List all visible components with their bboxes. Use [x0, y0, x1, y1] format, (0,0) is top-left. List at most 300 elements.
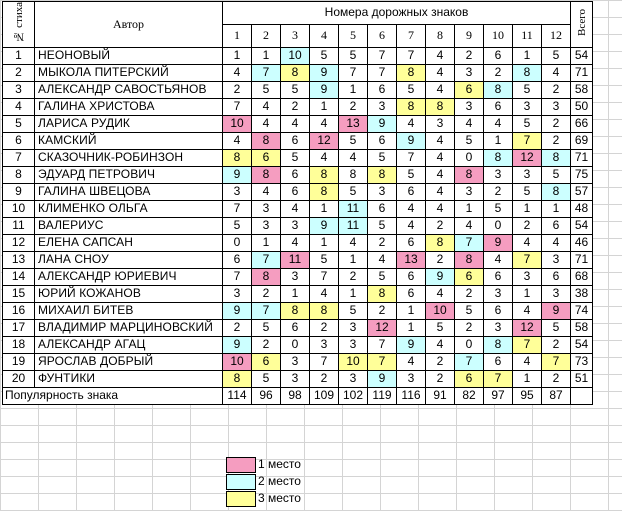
score-cell[interactable]: 0	[455, 149, 484, 166]
score-cell[interactable]: 5	[252, 319, 281, 336]
score-cell[interactable]: 6	[397, 268, 426, 285]
score-cell[interactable]: 5	[281, 149, 310, 166]
row-number-cell[interactable]: 20	[3, 370, 35, 387]
score-cell[interactable]: 9	[397, 336, 426, 353]
score-cell[interactable]: 5	[310, 251, 339, 268]
score-cell[interactable]: 2	[455, 47, 484, 64]
score-cell[interactable]: 3	[455, 64, 484, 81]
score-cell[interactable]: 2	[455, 319, 484, 336]
score-cell[interactable]: 4	[368, 251, 397, 268]
score-cell[interactable]: 5	[252, 370, 281, 387]
score-cell[interactable]: 4	[513, 302, 542, 319]
score-cell[interactable]: 4	[426, 285, 455, 302]
score-cell[interactable]: 5	[339, 183, 368, 200]
score-cell[interactable]: 3	[223, 285, 252, 302]
score-cell[interactable]: 4	[397, 115, 426, 132]
row-number-cell[interactable]: 10	[3, 200, 35, 217]
score-cell[interactable]: 6	[368, 200, 397, 217]
score-cell[interactable]: 9	[223, 336, 252, 353]
sign-number-header[interactable]: 3	[281, 24, 310, 47]
score-cell[interactable]: 11	[281, 251, 310, 268]
row-number-cell[interactable]: 6	[3, 132, 35, 149]
score-cell[interactable]: 6	[397, 285, 426, 302]
score-cell[interactable]: 4	[310, 115, 339, 132]
row-number-cell[interactable]: 19	[3, 353, 35, 370]
score-cell[interactable]: 6	[542, 268, 571, 285]
score-cell[interactable]: 5	[397, 81, 426, 98]
score-cell[interactable]: 6	[281, 319, 310, 336]
score-cell[interactable]: 6	[397, 183, 426, 200]
score-cell[interactable]: 7	[455, 234, 484, 251]
row-number-cell[interactable]: 8	[3, 166, 35, 183]
popularity-cell[interactable]: 87	[542, 387, 571, 404]
score-cell[interactable]: 9	[310, 217, 339, 234]
score-cell[interactable]: 8	[252, 268, 281, 285]
score-cell[interactable]: 10	[281, 47, 310, 64]
score-cell[interactable]: 8	[426, 98, 455, 115]
author-name-cell[interactable]: ЛАНА СНОУ	[35, 251, 223, 268]
score-cell[interactable]: 1	[542, 200, 571, 217]
popularity-cell[interactable]: 114	[223, 387, 252, 404]
score-cell[interactable]: 7	[484, 370, 513, 387]
total-cell[interactable]: 74	[571, 302, 593, 319]
score-cell[interactable]: 8	[310, 183, 339, 200]
score-cell[interactable]: 8	[281, 302, 310, 319]
score-cell[interactable]: 7	[223, 98, 252, 115]
score-cell[interactable]: 0	[281, 336, 310, 353]
score-cell[interactable]: 6	[542, 217, 571, 234]
score-cell[interactable]: 9	[310, 81, 339, 98]
score-cell[interactable]: 1	[310, 234, 339, 251]
score-cell[interactable]: 6	[252, 149, 281, 166]
score-cell[interactable]: 5	[397, 166, 426, 183]
total-cell[interactable]: 66	[571, 115, 593, 132]
score-cell[interactable]: 3	[281, 370, 310, 387]
score-cell[interactable]: 4	[281, 200, 310, 217]
score-cell[interactable]: 7	[252, 302, 281, 319]
score-cell[interactable]: 3	[281, 268, 310, 285]
author-name-cell[interactable]: ЛАРИСА РУДИК	[35, 115, 223, 132]
score-cell[interactable]: 5	[339, 47, 368, 64]
score-cell[interactable]: 2	[484, 183, 513, 200]
score-cell[interactable]: 2	[310, 370, 339, 387]
score-cell[interactable]: 6	[368, 132, 397, 149]
sign-number-header[interactable]: 2	[252, 24, 281, 47]
score-cell[interactable]: 1	[513, 370, 542, 387]
score-cell[interactable]: 6	[455, 370, 484, 387]
score-cell[interactable]: 4	[397, 217, 426, 234]
score-cell[interactable]: 4	[542, 64, 571, 81]
score-cell[interactable]: 4	[339, 234, 368, 251]
score-cell[interactable]: 8	[252, 132, 281, 149]
score-cell[interactable]: 3	[455, 98, 484, 115]
score-cell[interactable]: 2	[426, 251, 455, 268]
score-cell[interactable]: 2	[542, 81, 571, 98]
score-cell[interactable]: 5	[368, 268, 397, 285]
score-cell[interactable]: 4	[484, 251, 513, 268]
popularity-cell[interactable]: 119	[368, 387, 397, 404]
total-cell[interactable]: 51	[571, 370, 593, 387]
score-cell[interactable]: 8	[310, 302, 339, 319]
score-cell[interactable]: 9	[368, 115, 397, 132]
row-number-cell[interactable]: 1	[3, 47, 35, 64]
score-cell[interactable]: 2	[426, 217, 455, 234]
score-cell[interactable]: 5	[281, 81, 310, 98]
score-cell[interactable]: 7	[252, 64, 281, 81]
row-number-cell[interactable]: 4	[3, 98, 35, 115]
sign-number-header[interactable]: 4	[310, 24, 339, 47]
score-cell[interactable]: 4	[426, 183, 455, 200]
score-cell[interactable]: 1	[310, 200, 339, 217]
score-cell[interactable]: 8	[368, 285, 397, 302]
score-cell[interactable]: 6	[484, 98, 513, 115]
score-cell[interactable]: 2	[484, 64, 513, 81]
row-number-cell[interactable]: 14	[3, 268, 35, 285]
score-cell[interactable]: 5	[542, 319, 571, 336]
score-cell[interactable]: 6	[281, 166, 310, 183]
score-cell[interactable]: 7	[368, 47, 397, 64]
score-cell[interactable]: 10	[426, 302, 455, 319]
score-cell[interactable]: 1	[513, 285, 542, 302]
total-cell[interactable]: 71	[571, 64, 593, 81]
score-cell[interactable]: 8	[484, 81, 513, 98]
score-cell[interactable]: 3	[339, 370, 368, 387]
score-cell[interactable]: 4	[397, 353, 426, 370]
score-cell[interactable]: 4	[426, 81, 455, 98]
sign-number-header[interactable]: 7	[397, 24, 426, 47]
row-number-cell[interactable]: 9	[3, 183, 35, 200]
row-number-cell[interactable]: 15	[3, 285, 35, 302]
score-cell[interactable]: 7	[397, 47, 426, 64]
score-cell[interactable]: 4	[426, 64, 455, 81]
score-cell[interactable]: 4	[426, 166, 455, 183]
score-cell[interactable]: 5	[455, 132, 484, 149]
total-cell[interactable]: 48	[571, 200, 593, 217]
row-number-cell[interactable]: 7	[3, 149, 35, 166]
row-number-cell[interactable]: 13	[3, 251, 35, 268]
score-cell[interactable]: 7	[368, 336, 397, 353]
score-cell[interactable]: 5	[368, 217, 397, 234]
total-cell[interactable]: 73	[571, 353, 593, 370]
total-cell[interactable]: 75	[571, 166, 593, 183]
score-cell[interactable]: 2	[542, 115, 571, 132]
score-cell[interactable]: 3	[455, 183, 484, 200]
popularity-empty-cell[interactable]	[571, 387, 593, 404]
author-name-cell[interactable]: МИХАИЛ БИТЕВ	[35, 302, 223, 319]
score-cell[interactable]: 3	[513, 98, 542, 115]
total-cell[interactable]: 58	[571, 319, 593, 336]
row-number-cell[interactable]: 11	[3, 217, 35, 234]
score-cell[interactable]: 3	[281, 353, 310, 370]
score-cell[interactable]: 2	[339, 268, 368, 285]
score-cell[interactable]: 6	[484, 302, 513, 319]
score-cell[interactable]: 8	[397, 64, 426, 81]
author-name-cell[interactable]: АЛЕКСАНДР ЮРИЕВИЧ	[35, 268, 223, 285]
author-name-cell[interactable]: ЕЛЕНА САПСАН	[35, 234, 223, 251]
author-name-cell[interactable]: АЛЕКСАНДР АГАЦ	[35, 336, 223, 353]
score-cell[interactable]: 0	[455, 336, 484, 353]
score-cell[interactable]: 2	[426, 353, 455, 370]
score-cell[interactable]: 4	[339, 149, 368, 166]
score-cell[interactable]: 1	[339, 81, 368, 98]
sign-number-header[interactable]: 5	[339, 24, 368, 47]
score-cell[interactable]: 8	[426, 234, 455, 251]
score-cell[interactable]: 3	[368, 183, 397, 200]
score-cell[interactable]: 12	[513, 319, 542, 336]
score-cell[interactable]: 1	[484, 132, 513, 149]
score-cell[interactable]: 8	[542, 183, 571, 200]
score-cell[interactable]: 3	[252, 217, 281, 234]
score-cell[interactable]: 4	[281, 115, 310, 132]
score-cell[interactable]: 7	[368, 64, 397, 81]
score-cell[interactable]: 6	[368, 81, 397, 98]
score-cell[interactable]: 8	[368, 166, 397, 183]
total-cell[interactable]: 54	[571, 336, 593, 353]
score-cell[interactable]: 2	[455, 285, 484, 302]
total-cell[interactable]: 58	[571, 81, 593, 98]
score-cell[interactable]: 5	[252, 81, 281, 98]
author-name-cell[interactable]: ЮРИЙ КОЖАНОВ	[35, 285, 223, 302]
author-name-cell[interactable]: ВЛАДИМИР МАРЦИНОВСКИЙ	[35, 319, 223, 336]
score-cell[interactable]: 7	[310, 353, 339, 370]
score-cell[interactable]: 5	[513, 183, 542, 200]
score-cell[interactable]: 5	[542, 47, 571, 64]
score-cell[interactable]: 4	[455, 217, 484, 234]
score-cell[interactable]: 9	[397, 132, 426, 149]
score-cell[interactable]: 10	[339, 353, 368, 370]
row-number-cell[interactable]: 2	[3, 64, 35, 81]
score-cell[interactable]: 9	[310, 64, 339, 81]
score-cell[interactable]: 2	[339, 98, 368, 115]
popularity-cell[interactable]: 116	[397, 387, 426, 404]
author-header[interactable]: Автор	[35, 2, 223, 48]
score-cell[interactable]: 6	[484, 268, 513, 285]
score-cell[interactable]: 3	[542, 251, 571, 268]
score-cell[interactable]: 8	[513, 64, 542, 81]
score-cell[interactable]: 4	[310, 149, 339, 166]
score-cell[interactable]: 11	[339, 217, 368, 234]
score-cell[interactable]: 1	[252, 234, 281, 251]
score-cell[interactable]: 6	[484, 47, 513, 64]
score-cell[interactable]: 5	[426, 319, 455, 336]
total-header[interactable]	[571, 2, 593, 48]
popularity-cell[interactable]: 109	[310, 387, 339, 404]
score-cell[interactable]: 8	[484, 336, 513, 353]
score-cell[interactable]: 1	[513, 200, 542, 217]
author-name-cell[interactable]: ФУНТИКИ	[35, 370, 223, 387]
score-cell[interactable]: 10	[223, 115, 252, 132]
total-cell[interactable]: 50	[571, 98, 593, 115]
score-cell[interactable]: 8	[455, 251, 484, 268]
score-cell[interactable]: 7	[455, 353, 484, 370]
score-cell[interactable]: 12	[513, 149, 542, 166]
score-cell[interactable]: 3	[542, 98, 571, 115]
score-cell[interactable]: 1	[252, 47, 281, 64]
score-cell[interactable]: 4	[426, 47, 455, 64]
author-name-cell[interactable]: ВАЛЕРИУС	[35, 217, 223, 234]
score-cell[interactable]: 7	[513, 251, 542, 268]
total-cell[interactable]: 68	[571, 268, 593, 285]
total-cell[interactable]: 71	[571, 149, 593, 166]
score-cell[interactable]: 2	[310, 319, 339, 336]
total-cell[interactable]: 57	[571, 183, 593, 200]
score-cell[interactable]: 2	[542, 370, 571, 387]
score-cell[interactable]: 9	[426, 268, 455, 285]
score-cell[interactable]: 9	[484, 234, 513, 251]
total-cell[interactable]: 54	[571, 217, 593, 234]
score-cell[interactable]: 5	[310, 47, 339, 64]
row-number-cell[interactable]: 5	[3, 115, 35, 132]
rownum-header[interactable]	[3, 2, 35, 48]
score-cell[interactable]: 3	[426, 115, 455, 132]
sign-number-header[interactable]: 12	[542, 24, 571, 47]
score-cell[interactable]: 7	[397, 149, 426, 166]
score-cell[interactable]: 6	[281, 132, 310, 149]
total-cell[interactable]: 69	[571, 132, 593, 149]
popularity-cell[interactable]: 82	[455, 387, 484, 404]
score-cell[interactable]: 3	[397, 370, 426, 387]
score-cell[interactable]: 3	[252, 200, 281, 217]
score-cell[interactable]: 1	[339, 251, 368, 268]
score-cell[interactable]: 7	[368, 353, 397, 370]
popularity-cell[interactable]: 102	[339, 387, 368, 404]
score-cell[interactable]: 9	[223, 166, 252, 183]
row-number-cell[interactable]: 12	[3, 234, 35, 251]
row-number-cell[interactable]: 17	[3, 319, 35, 336]
score-cell[interactable]: 3	[484, 319, 513, 336]
score-cell[interactable]: 3	[281, 217, 310, 234]
score-cell[interactable]: 4	[426, 132, 455, 149]
score-cell[interactable]: 7	[223, 200, 252, 217]
score-cell[interactable]: 8	[252, 166, 281, 183]
row-number-cell[interactable]: 18	[3, 336, 35, 353]
score-cell[interactable]: 5	[339, 302, 368, 319]
score-cell[interactable]: 1	[397, 319, 426, 336]
author-name-cell[interactable]: ЯРОСЛАВ ДОБРЫЙ	[35, 353, 223, 370]
score-cell[interactable]: 10	[223, 353, 252, 370]
score-cell[interactable]: 5	[513, 81, 542, 98]
score-cell[interactable]: 2	[426, 370, 455, 387]
sign-number-header[interactable]: 1	[223, 24, 252, 47]
author-name-cell[interactable]: МЫКОЛА ПИТЕРСКИЙ	[35, 64, 223, 81]
score-cell[interactable]: 4	[252, 115, 281, 132]
score-cell[interactable]: 1	[281, 285, 310, 302]
row-number-cell[interactable]: 16	[3, 302, 35, 319]
score-cell[interactable]: 7	[513, 132, 542, 149]
score-cell[interactable]: 7	[339, 64, 368, 81]
score-cell[interactable]: 4	[426, 200, 455, 217]
score-cell[interactable]: 8	[455, 166, 484, 183]
score-cell[interactable]: 3	[223, 183, 252, 200]
score-cell[interactable]: 3	[542, 285, 571, 302]
score-cell[interactable]: 6	[455, 81, 484, 98]
popularity-cell[interactable]: 96	[252, 387, 281, 404]
score-cell[interactable]: 8	[223, 370, 252, 387]
score-cell[interactable]: 3	[368, 98, 397, 115]
score-cell[interactable]: 7	[542, 353, 571, 370]
score-cell[interactable]: 2	[252, 336, 281, 353]
score-cell[interactable]: 4	[455, 115, 484, 132]
score-cell[interactable]: 5	[542, 166, 571, 183]
score-cell[interactable]: 2	[542, 132, 571, 149]
score-cell[interactable]: 4	[426, 149, 455, 166]
score-cell[interactable]: 5	[223, 217, 252, 234]
score-cell[interactable]: 3	[339, 319, 368, 336]
score-cell[interactable]: 9	[368, 370, 397, 387]
score-cell[interactable]: 12	[368, 319, 397, 336]
score-cell[interactable]: 2	[368, 234, 397, 251]
score-cell[interactable]: 9	[223, 302, 252, 319]
score-cell[interactable]: 8	[339, 166, 368, 183]
row-number-cell[interactable]: 3	[3, 81, 35, 98]
sign-number-header[interactable]: 9	[455, 24, 484, 47]
score-cell[interactable]: 1	[397, 302, 426, 319]
sign-number-header[interactable]: 6	[368, 24, 397, 47]
score-cell[interactable]: 2	[368, 302, 397, 319]
score-cell[interactable]: 1	[310, 98, 339, 115]
total-cell[interactable]: 38	[571, 285, 593, 302]
popularity-cell[interactable]: 91	[426, 387, 455, 404]
score-cell[interactable]: 13	[339, 115, 368, 132]
score-cell[interactable]: 5	[368, 149, 397, 166]
score-cell[interactable]: 7	[252, 251, 281, 268]
score-cell[interactable]: 2	[513, 217, 542, 234]
total-cell[interactable]: 46	[571, 234, 593, 251]
score-cell[interactable]: 2	[542, 336, 571, 353]
score-cell[interactable]: 3	[339, 336, 368, 353]
score-cell[interactable]: 1	[339, 285, 368, 302]
sign-number-header[interactable]: 11	[513, 24, 542, 47]
score-cell[interactable]: 3	[513, 268, 542, 285]
popularity-cell[interactable]: 97	[484, 387, 513, 404]
author-name-cell[interactable]: ГАЛИНА ХРИСТОВА	[35, 98, 223, 115]
score-cell[interactable]: 4	[484, 115, 513, 132]
author-name-cell[interactable]: ЭДУАРД ПЕТРОВИЧ	[35, 166, 223, 183]
popularity-cell[interactable]: 95	[513, 387, 542, 404]
score-cell[interactable]: 5	[484, 200, 513, 217]
score-cell[interactable]: 8	[281, 64, 310, 81]
score-cell[interactable]: 13	[397, 251, 426, 268]
score-cell[interactable]: 4	[223, 132, 252, 149]
sign-number-header[interactable]: 8	[426, 24, 455, 47]
score-cell[interactable]: 11	[339, 200, 368, 217]
popularity-cell[interactable]: 98	[281, 387, 310, 404]
score-cell[interactable]: 3	[484, 285, 513, 302]
score-cell[interactable]: 4	[281, 234, 310, 251]
author-name-cell[interactable]: НЕОНОВЫЙ	[35, 47, 223, 64]
score-cell[interactable]: 3	[310, 336, 339, 353]
score-cell[interactable]: 4	[223, 64, 252, 81]
score-cell[interactable]: 4	[542, 234, 571, 251]
score-cell[interactable]: 2	[223, 81, 252, 98]
score-cell[interactable]: 6	[252, 353, 281, 370]
author-name-cell[interactable]: ГАЛИНА ШВЕЦОВА	[35, 183, 223, 200]
score-cell[interactable]: 6	[281, 183, 310, 200]
score-cell[interactable]: 0	[223, 234, 252, 251]
score-cell[interactable]: 5	[339, 132, 368, 149]
score-cell[interactable]: 6	[455, 268, 484, 285]
score-cell[interactable]: 2	[281, 98, 310, 115]
score-cell[interactable]: 4	[310, 285, 339, 302]
score-cell[interactable]: 7	[310, 268, 339, 285]
score-cell[interactable]: 4	[513, 353, 542, 370]
score-cell[interactable]: 8	[223, 149, 252, 166]
sign-number-header[interactable]: 10	[484, 24, 513, 47]
score-cell[interactable]: 4	[252, 98, 281, 115]
score-cell[interactable]: 1	[513, 47, 542, 64]
score-cell[interactable]: 8	[542, 149, 571, 166]
score-cell[interactable]: 8	[484, 149, 513, 166]
